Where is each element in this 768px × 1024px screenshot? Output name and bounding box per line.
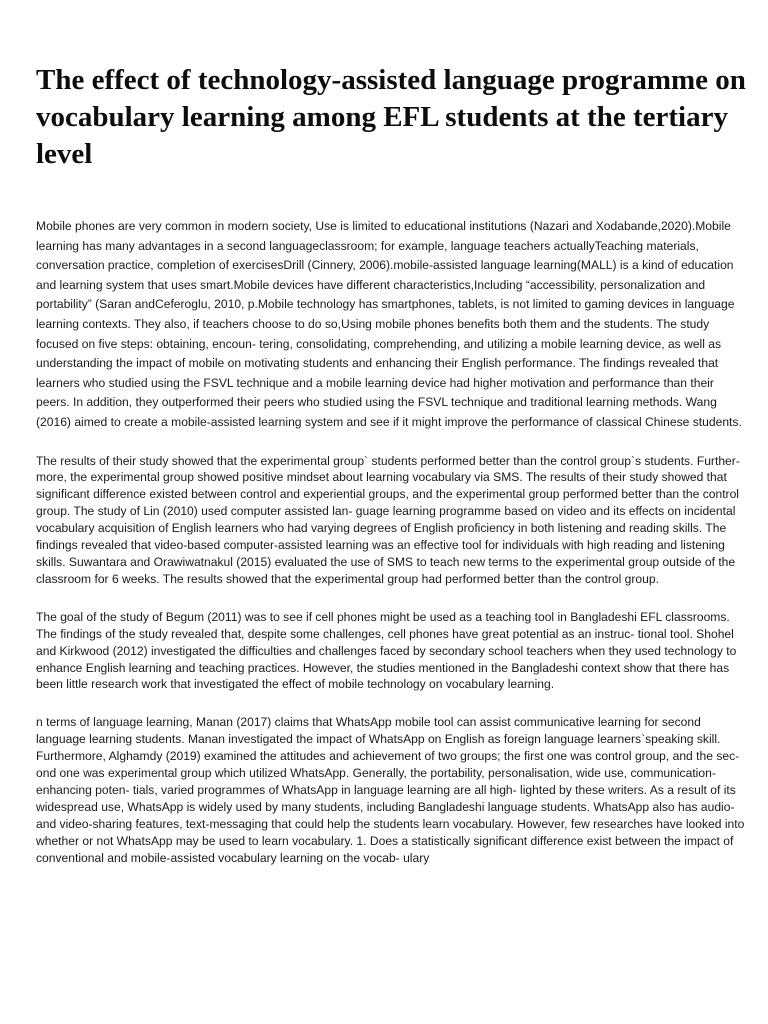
paragraph-2: The results of their study showed that the experimental group` students performed better than the control group`s students. Further- more, the experimental group showed positive mindset about learning vocabulary via SMS. The results of their study showed that significant difference existed between control and experiential groups, and the experimental group performed better than the control group. The study of Lin (2010) used computer assisted lan- guage learning programme based on video and its effects on incidental vocabulary acquisition of English learners who had varying degrees of English proficiency in both listening and reading skills. The findings revealed that video-based computer-assisted learning was an effective tool for individuals with high reading and listening skills. Suwantara and Orawiwatnakul (2015) evaluated the use of SMS to teach new terms to the experimental group outside of the classroom for 6 weeks. The results showed that the experimental group had performed better than the control group. bbox=[36, 453, 740, 586]
document-title: The effect of technology-assisted language programme on vocabulary learning among EFL students at the tertiary level bbox=[36, 64, 746, 170]
paragraph-4: n terms of language learning, Manan (2017) claims that WhatsApp mobile tool can assist communicative learning for second language learning students. Manan investigated the impact of WhatsApp on English as foreign language learners`speaking skill. Furthermore, Alghamdy (2019) examined the attitudes and achievement of two groups; the first one was control group, and the sec- ond one was experimental group which utilized WhatsApp. Generally, the portability, personalisation, wide use, communication-enhancing poten- tials, varied programmes of WhatsApp in language learning are all high- lighted by these writers. As a result of its widespread use, WhatsApp is widely used by many students, including Bangladeshi language students. WhatsApp also has audio- and video-sharing features, text-messaging that could help the students learn vocabulary. However, few researches have looked into whether or not WhatsApp may be used to learn vocabulary. 1. Does a statistically significant difference exist between the impact of conventional and mobile-assisted vocabulary learning on the vocab- ulary bbox=[36, 715, 745, 865]
paragraph-3: The goal of the study of Begum (2011) was to see if cell phones might be used as a teaching tool in Bangladeshi EFL classrooms. The findings of the study revealed that, despite some challenges, cell phones have great potential as an instruc- tional tool. Shohel and Kirkwood (2012) investigated the difficulties and challenges faced by secondary school teachers when they used technology to enhance English learning and teaching practices. However, the studies mentioned in the Bangladeshi context show that there has been little research work that investigated the effect of mobile technology on vocabulary learning. bbox=[36, 609, 737, 692]
paragraph-1: Mobile phones are very common in modern society, Use is limited to educational institutions (Nazari and Xodabande,2020).Mobile learning has many advantages in a second languageclassroom; for example, language teachers actuallyTeaching materials, conversation practice, completion of exercisesDrill (Cinnery, 2006).mobile-assisted language learning(MALL) is a kind of education and learning system that uses smart.Mobile devices have different characteristics,Including “accessibility, personalization and portability” (Saran andCeferoglu, 2010, p.Mobile technology has smartphones, tablets, is not limited to gaming devices in language learning contexts. They also, if teachers choose to do so,Using mobile phones benefits both them and the students. The study focused on five steps: obtaining, encoun- tering, consolidating, comprehending, and utilizing a mobile learning device, as well as understanding the impact of mobile on motivating students and enhancing their English performance. The findings revealed that learners who studied using the FSVL technique and a mobile learning device had higher motivation and performance than their peers. In addition, they outperformed their peers who studied using the FSVL technique and traditional learning methods. Wang (2016) aimed to create a mobile-assisted learning system and see if it might improve the performance of classical Chinese students. bbox=[36, 219, 742, 429]
